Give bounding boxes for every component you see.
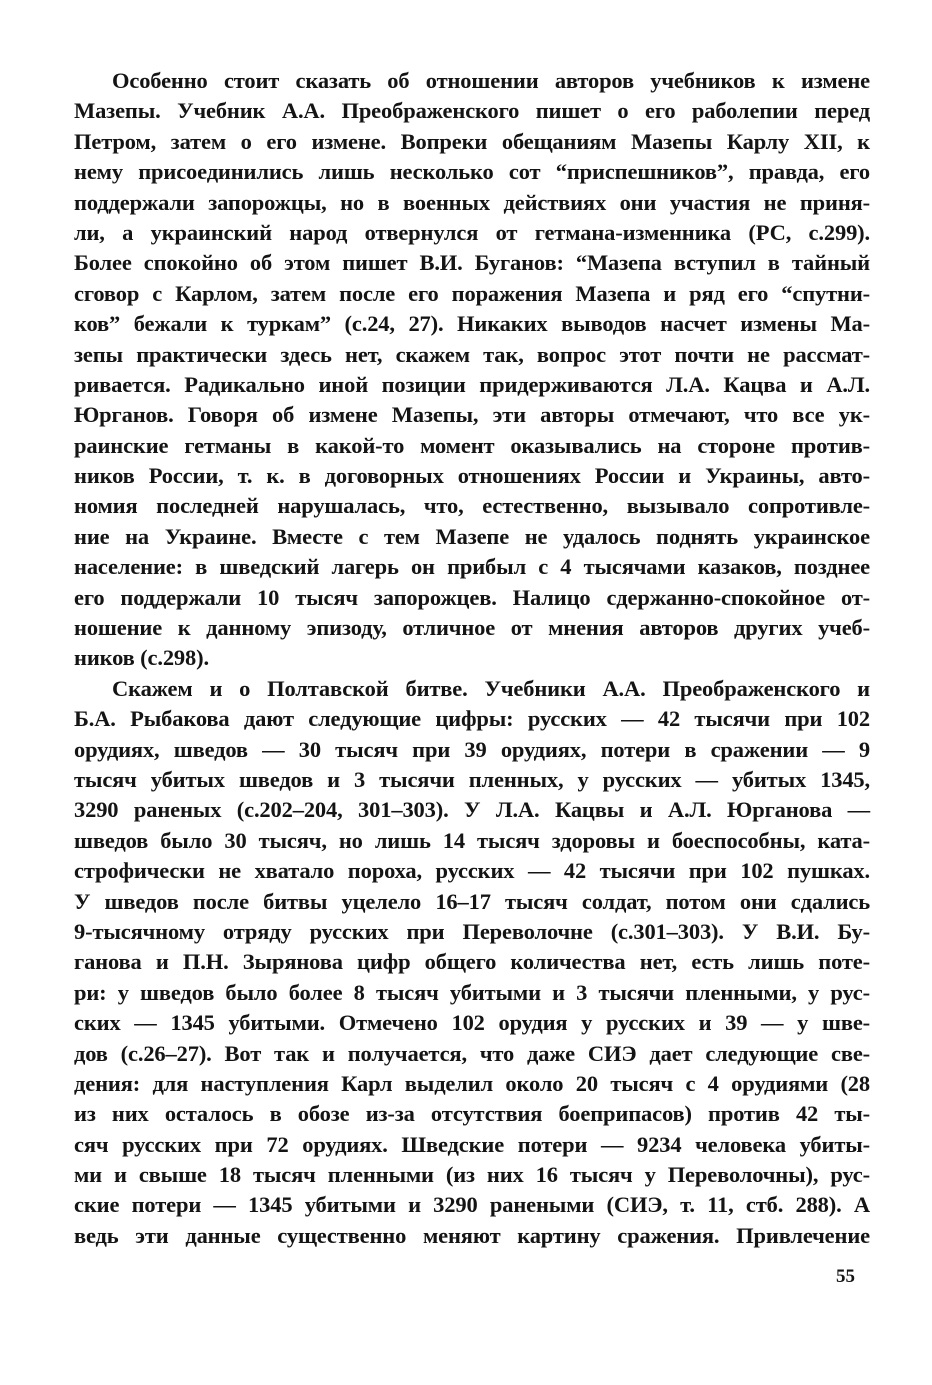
text-line: ские потери — 1345 убитыми и 3290 ранеными (СИЭ, т. 11, стб. 288). А <box>74 1192 870 1218</box>
text-line: дов (с.26–27). Вот так и получается, что даже СИЭ дает следующие све- <box>74 1040 870 1066</box>
text-line: ников (с.298). <box>74 645 209 671</box>
text-line: нему присоединились лишь несколько сот “приспешников”, правда, его <box>74 159 870 185</box>
text-line: ние на Украине. Вместе с тем Мазепе не удалось поднять украинское <box>74 523 870 549</box>
text-line: Скажем и о Полтавской битве. Учебники А.А. Преображенского и <box>112 675 870 701</box>
text-line: из них осталось в обозе из-за отсутствия боеприпасов) против 42 ты- <box>74 1101 870 1127</box>
text-line: Особенно стоит сказать об отношении авторов учебников к измене <box>112 68 870 93</box>
text-line: ганова и П.Н. Зырянова цифр общего количества нет, есть лишь поте- <box>74 949 870 975</box>
body-text <box>74 66 870 1251</box>
text-line: 9-тысячному отряду русских при Переволочне (с.301–303). У В.И. Бу- <box>74 918 870 944</box>
text-line: ри: у шведов было более 8 тысяч убитыми и 3 тысячи пленными, у рус- <box>74 979 870 1005</box>
text-line: Мазепы. Учебник А.А. Преображенского пишет о его раболепии перед <box>74 98 870 124</box>
text-line: ношение к данному эпизоду, отличное от мнения авторов других учеб- <box>74 615 870 641</box>
text-line: раинские гетманы в какой-то момент оказывались на стороне против- <box>74 432 870 458</box>
text-line: ников России, т. к. в договорных отношениях России и Украины, авто- <box>74 463 870 489</box>
page-number: 55 <box>836 1266 855 1287</box>
text-line: орудиях, шведов — 30 тысяч при 39 орудиях, потери в сражении — 9 <box>74 736 870 762</box>
text-line: Б.А. Рыбакова дают следующие цифры: русских — 42 тысячи при 102 <box>74 706 870 732</box>
text-line: тысяч убитых шведов и 3 тысячи пленных, у русских — убитых 1345, <box>74 766 870 792</box>
text-line: Петром, затем о его измене. Вопреки обещаниям Мазепы Карлу XII, к <box>74 128 870 154</box>
text-line: ривается. Радикально иной позиции придерживаются Л.А. Кацва и А.Л. <box>74 371 870 397</box>
text-line: поддержали запорожцы, но в военных действиях они участия не приня- <box>74 189 870 215</box>
text-line: У шведов после битвы уцелело 16–17 тысяч солдат, потом они сдались <box>74 888 870 914</box>
text-line: Более спокойно об этом пишет В.И. Буганов: “Мазепа вступил в тайный <box>74 250 870 276</box>
text-line: население: в шведский лагерь он прибыл с 4 тысячами казаков, позднее <box>74 554 870 580</box>
text-line: сяч русских при 72 орудиях. Шведские потери — 9234 человека убиты- <box>74 1131 870 1157</box>
text-line: ведь эти данные существенно меняют картину сражения. Привлечение <box>74 1222 870 1248</box>
text-line: ли, а украинский народ отвернулся от гетмана-изменника (РС, с.299). <box>74 219 870 245</box>
text-line: сговор с Карлом, затем после его поражения Мазепа и ряд его “спутни- <box>74 280 870 306</box>
text-line: 3290 раненых (с.202–204, 301–303). У Л.А. Кацвы и А.Л. Юрганова — <box>74 797 870 823</box>
text-line: ми и свыше 18 тысяч пленными (из них 16 тысяч у Переволочны), рус- <box>74 1162 870 1188</box>
text-line: ских — 1345 убитыми. Отмечено 102 орудия у русских и 39 — у шве- <box>74 1010 870 1036</box>
text-line: дения: для наступления Карл выделил около 20 тысяч с 4 орудиями (28 <box>74 1070 870 1096</box>
text-line: его поддержали 10 тысяч запорожцев. Налицо сдержанно-спокойное от- <box>74 584 870 610</box>
text-line: ков” бежали к туркам” (с.24, 27). Никаких выводов насчет измены Ма- <box>74 311 870 337</box>
text-line: строфически не хватало пороха, русских — 42 тысячи при 102 пушках. <box>74 858 870 884</box>
text-line: шведов было 30 тысяч, но лишь 14 тысяч здоровы и боеспособны, ката- <box>74 827 870 853</box>
text-line: Юрганов. Говоря об измене Мазепы, эти авторы отмечают, что все ук- <box>74 402 870 428</box>
text-line: зепы практически здесь нет, скажем так, вопрос этот почти не рассмат- <box>74 341 870 367</box>
text-line: номия последней нарушалась, что, естественно, вызывало сопротивле- <box>74 493 870 519</box>
